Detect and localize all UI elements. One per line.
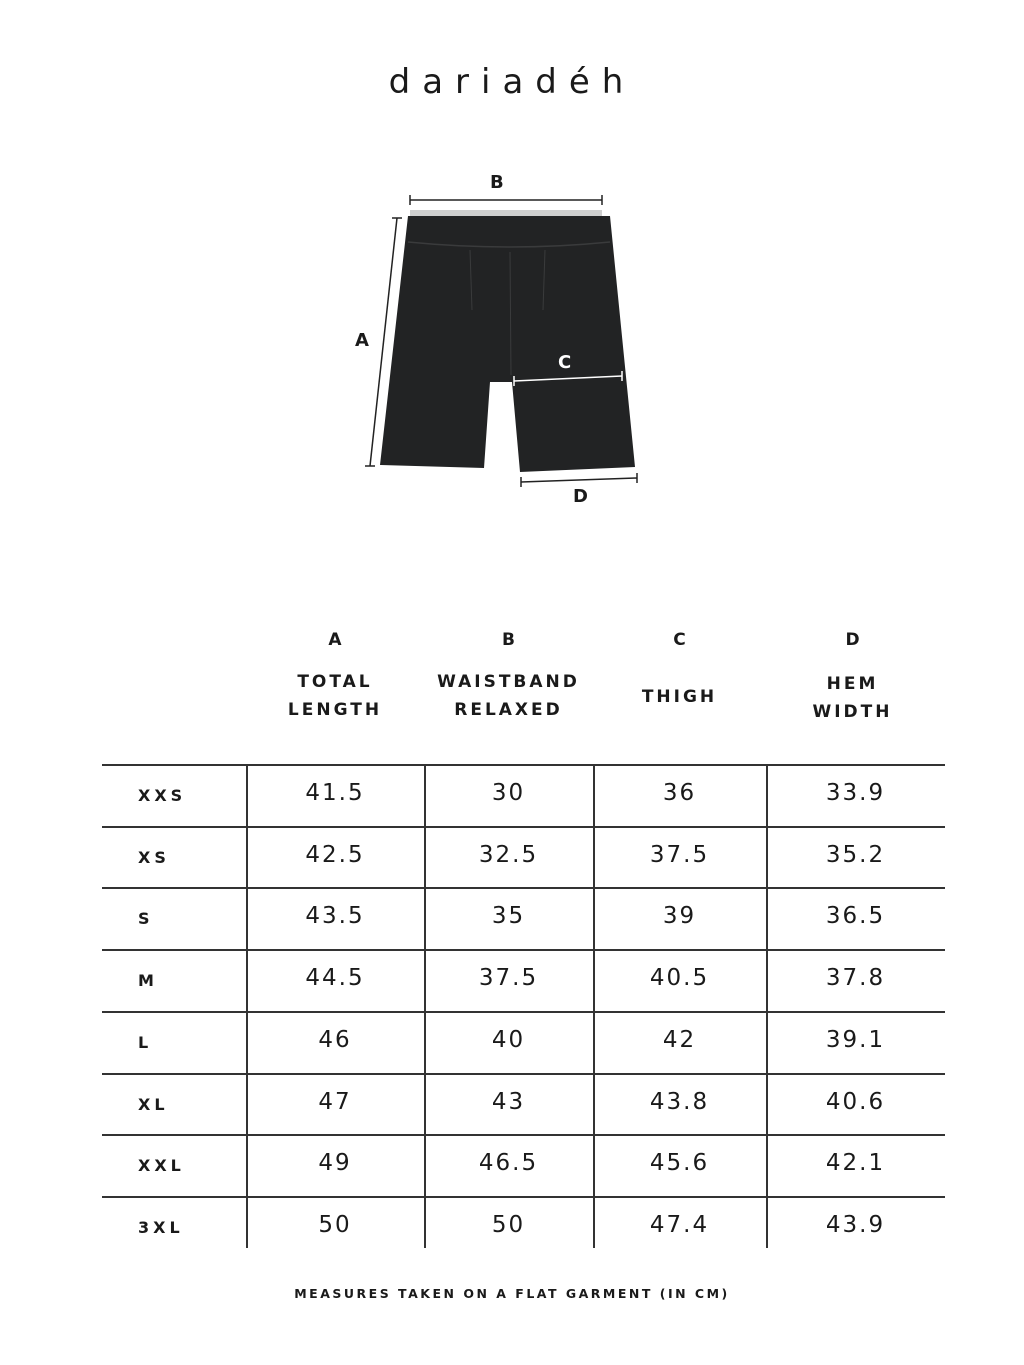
- measurement-cell: 49: [318, 1150, 352, 1176]
- measurement-cell: 42.1: [825, 1150, 886, 1176]
- measurement-cell: 44.5: [305, 965, 365, 991]
- measurement-cell: 43.5: [305, 903, 365, 929]
- shorts-diagram: [340, 160, 660, 520]
- measurement-cell: 36.5: [825, 903, 886, 929]
- brand-logo: dariadéh: [388, 62, 636, 102]
- measurement-cell: 37.5: [478, 965, 539, 991]
- measurement-cell: 40.6: [825, 1089, 886, 1115]
- col-c-header: [593, 683, 766, 711]
- size-label: 3XL: [138, 1218, 184, 1237]
- row-divider: [102, 826, 945, 828]
- measurement-cell: 40.5: [649, 965, 710, 991]
- row-divider: [102, 1196, 945, 1198]
- measure-a-label: A: [355, 330, 369, 351]
- size-label: L: [138, 1033, 153, 1052]
- col-d-letter: D: [845, 630, 860, 650]
- col-b-header-line1: WAISTBAND: [437, 672, 580, 692]
- measurement-cell: 50: [491, 1212, 526, 1238]
- measure-d-label: D: [573, 486, 588, 507]
- measurement-cell: 45.6: [649, 1150, 710, 1176]
- measurement-cell: 30: [491, 780, 526, 806]
- measurement-cell: 46.5: [478, 1150, 539, 1176]
- row-divider: [102, 764, 945, 766]
- measurement-cell: 32.5: [478, 842, 539, 868]
- measurement-cell: 47.4: [649, 1212, 710, 1238]
- col-c-header-line1: THIGH: [641, 687, 718, 707]
- measurement-cell: 42.5: [305, 842, 365, 868]
- footer-note: MEASURES TAKEN ON A FLAT GARMENT (IN CM): [294, 1286, 730, 1301]
- measurement-cell: 33.9: [825, 780, 886, 806]
- size-label: M: [138, 971, 158, 990]
- col-b-letter: B: [502, 630, 515, 650]
- size-label: XXS: [138, 786, 187, 805]
- measure-c-label: C: [558, 352, 572, 373]
- measurement-cell: 35: [491, 903, 526, 929]
- size-label: XL: [138, 1095, 169, 1114]
- measurement-cell: 47: [318, 1089, 352, 1115]
- measurement-cell: 50: [318, 1212, 352, 1238]
- size-label: XS: [138, 848, 170, 867]
- row-divider: [102, 1134, 945, 1136]
- col-a-header-line2: LENGTH: [287, 700, 383, 720]
- measurement-cell: 39.1: [825, 1027, 886, 1053]
- col-d-header-line1: HEM: [826, 674, 879, 694]
- row-divider: [102, 1073, 945, 1075]
- col-b-header-line2: RELAXED: [454, 700, 563, 720]
- measurement-cell: 40: [491, 1027, 526, 1053]
- measurement-cell: 35.2: [825, 842, 886, 868]
- size-label: S: [138, 909, 154, 928]
- col-a-letter: A: [328, 630, 342, 650]
- col-c-letter: C: [673, 630, 686, 650]
- row-divider: [102, 949, 945, 951]
- col-a-header-line1: TOTAL: [297, 672, 373, 692]
- measurement-cell: 37.5: [649, 842, 710, 868]
- row-divider: [102, 1011, 945, 1013]
- measurement-cell: 43.9: [825, 1212, 886, 1238]
- shorts-illustration: [340, 160, 660, 520]
- measurement-cell: 36: [662, 780, 697, 806]
- measurement-cell: 41.5: [305, 780, 365, 806]
- col-b-header: [424, 668, 593, 724]
- measurement-cell: 43.8: [649, 1089, 710, 1115]
- measurement-cell: 37.8: [825, 965, 886, 991]
- measurement-cell: 39: [662, 903, 697, 929]
- col-a-header: [246, 668, 424, 724]
- size-label: XXL: [138, 1156, 185, 1175]
- measurement-cell: 46: [318, 1027, 352, 1053]
- measurement-cell: 43: [491, 1089, 526, 1115]
- col-d-header: [766, 670, 939, 726]
- measurement-cell: 42: [662, 1027, 697, 1053]
- row-divider: [102, 887, 945, 889]
- measure-b-label: B: [490, 172, 504, 193]
- col-d-header-line2: WIDTH: [812, 702, 893, 722]
